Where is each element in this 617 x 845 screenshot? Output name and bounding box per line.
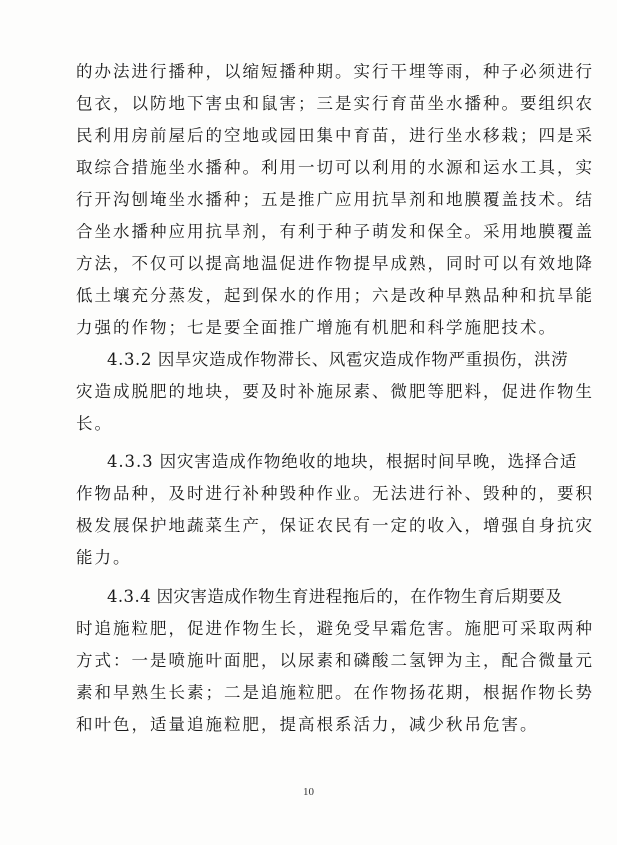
text-line: 长。 [76, 414, 113, 433]
text-line: 和叶色，适量追施粒肥，提高根系活力，减少秋吊危害。 [76, 715, 539, 734]
page-number: 10 [303, 786, 314, 798]
text-line: 取综合措施坐水播种。利用一切可以利用的水源和运水工具，实 [76, 158, 594, 177]
text-line: 合坐水播种应用抗旱剂，有利于种子萌发和保全。采用地膜覆盖 [76, 222, 594, 241]
text-line: 作物品种，及时进行补种毁种作业。无法进行补、毁种的，要积 [76, 484, 594, 503]
text-line: 的办法进行播种，以缩短播种期。实行干埋等雨，种子必须进行 [76, 62, 594, 81]
text-line: 4.3.2 因旱灾造成作物滞长、风雹灾造成作物严重损伤，洪涝 [107, 350, 569, 369]
text-line: 能力。 [76, 548, 132, 567]
text-line: 方式：一是喷施叶面肥，以尿素和磷酸二氢钾为主，配合微量元 [76, 651, 594, 670]
text-line: 4.3.3 因灾害造成作物绝收的地块，根据时间早晚，选择合适 [107, 452, 578, 471]
text-line: 低土壤充分蒸发，起到保水的作用；六是改种早熟品种和抗旱能 [76, 286, 594, 305]
text-line: 时追施粒肥，促进作物生长，避免受早霜危害。施肥可采取两种 [76, 619, 594, 638]
text-line: 包衣，以防地下害虫和鼠害；三是实行育苗坐水播种。要组织农 [76, 94, 594, 113]
text-line: 灾造成脱肥的地块，要及时补施尿素、微肥等肥料，促进作物生 [76, 382, 594, 401]
text-line: 力强的作物；七是要全面推广增施有机肥和科学施肥技术。 [76, 318, 557, 337]
text-line: 行开沟刨埯坐水播种；五是推广应用抗旱剂和地膜覆盖技术。结 [76, 190, 594, 209]
text-line: 民利用房前屋后的空地或园田集中育苗，进行坐水移栽；四是采 [76, 126, 594, 145]
text-line: 极发展保护地蔬菜生产，保证农民有一定的收入，增强自身抗灾 [76, 516, 594, 535]
text-line: 方法，不仅可以提高地温促进作物提早成熟，同时可以有效地降 [76, 254, 594, 273]
text-line: 4.3.4 因灾害造成作物生育进程拖后的，在作物生育后期要及 [107, 587, 563, 606]
text-line: 素和早熟生长素；二是追施粒肥。在作物扬花期，根据作物长势 [76, 683, 594, 702]
